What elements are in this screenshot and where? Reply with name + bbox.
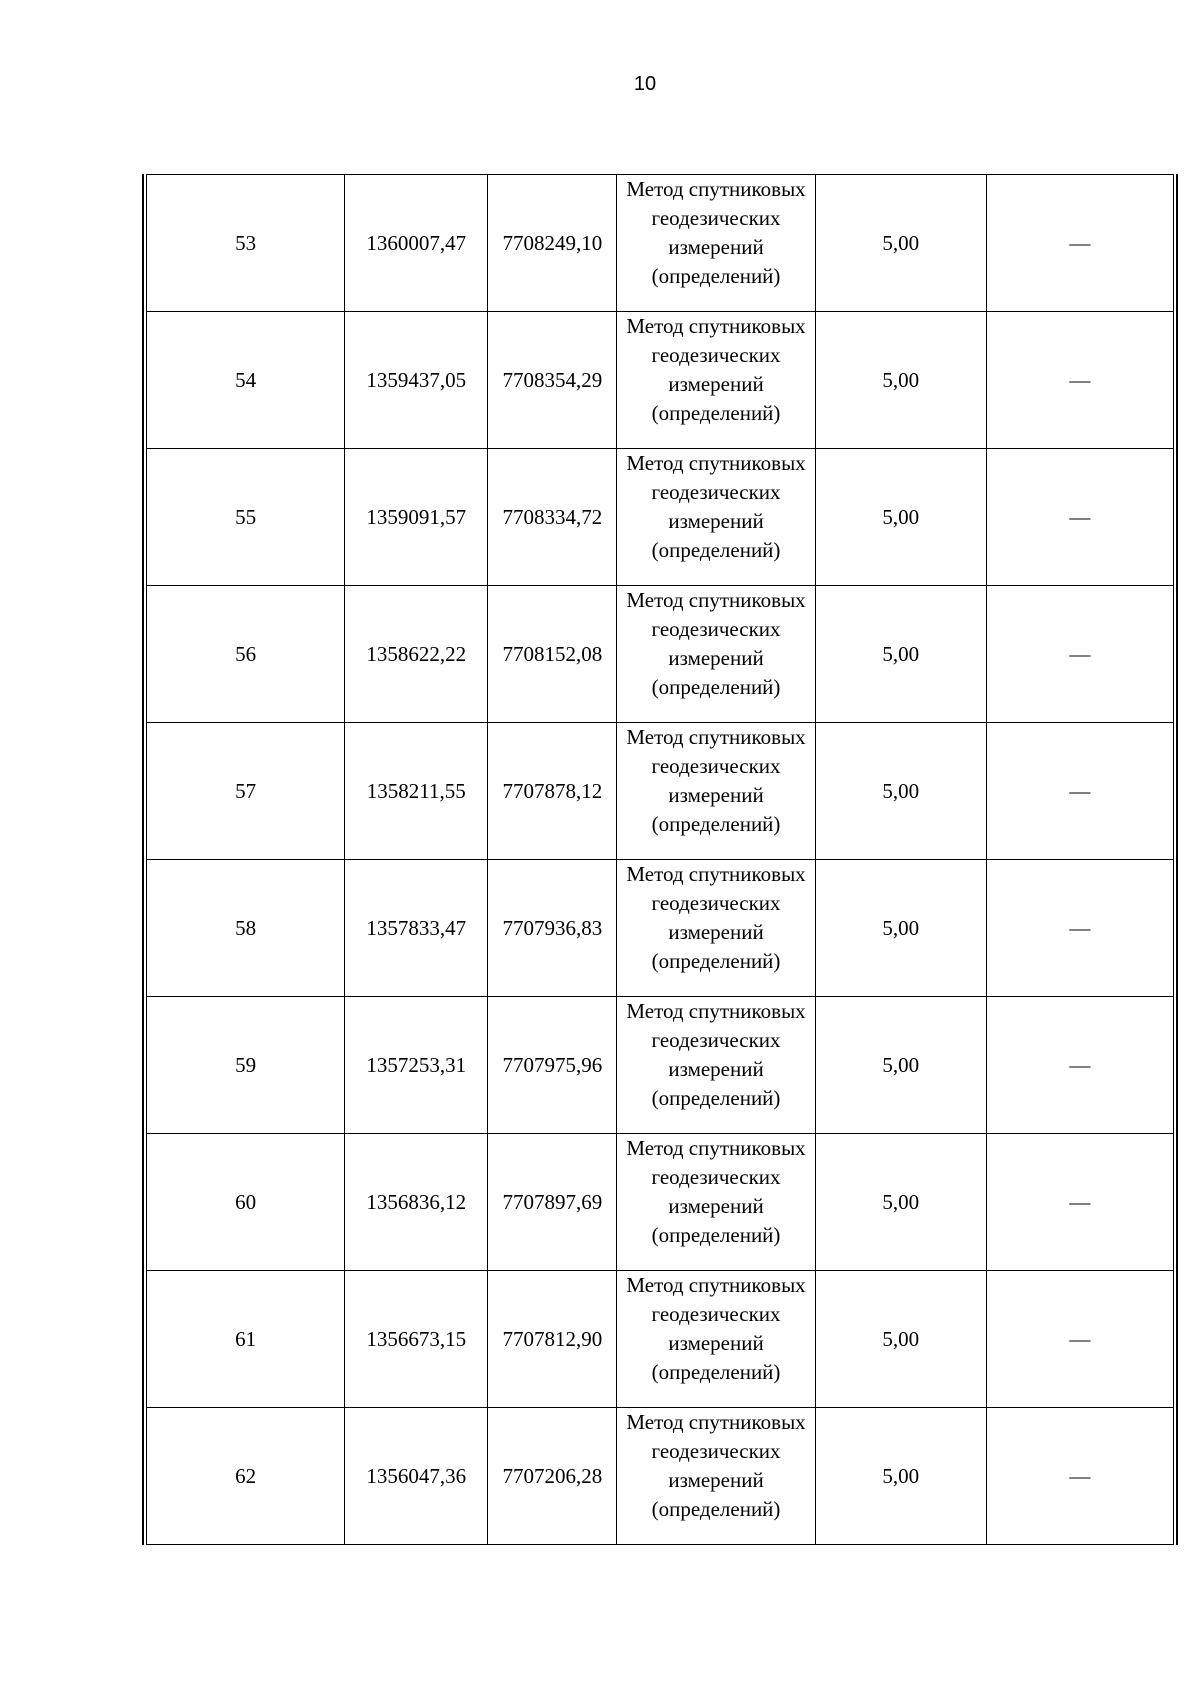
note-cell: —	[986, 1408, 1173, 1545]
method-text-line: геодезических	[651, 754, 781, 778]
accuracy-cell: 5,00	[815, 1134, 986, 1271]
method-text-line: измерений	[668, 646, 764, 670]
method-text-line: геодезических	[651, 480, 781, 504]
x-coordinate-cell: 1357253,31	[345, 997, 488, 1134]
method-text-line: геодезических	[651, 1028, 781, 1052]
note-cell: —	[986, 586, 1173, 723]
method-text-line: измерений	[668, 1468, 764, 1492]
point-number-cell: 61	[147, 1271, 345, 1408]
y-coordinate-cell: 7707975,96	[488, 997, 617, 1134]
accuracy-cell: 5,00	[815, 1271, 986, 1408]
method-text-line: геодезических	[651, 1302, 781, 1326]
method-cell	[617, 723, 815, 860]
method-cell	[617, 860, 815, 997]
point-number-cell: 57	[147, 723, 345, 860]
accuracy-cell: 5,00	[815, 723, 986, 860]
note-cell: —	[986, 723, 1173, 860]
method-cell	[617, 1271, 815, 1408]
table-row	[147, 1271, 1174, 1408]
y-coordinate-cell: 7707936,83	[488, 860, 617, 997]
point-number-cell: 59	[147, 997, 345, 1134]
method-text-line: Метод спутниковых	[626, 177, 806, 201]
x-coordinate-cell: 1356047,36	[345, 1408, 488, 1545]
method-text-line: Метод спутниковых	[626, 451, 806, 475]
point-number-cell: 62	[147, 1408, 345, 1545]
method-text-line: Метод спутниковых	[626, 999, 806, 1023]
method-text-line: геодезических	[651, 1439, 781, 1463]
x-coordinate-cell: 1359091,57	[345, 449, 488, 586]
method-text-line: измерений	[668, 372, 764, 396]
accuracy-cell: 5,00	[815, 860, 986, 997]
table-row	[147, 175, 1174, 312]
method-cell	[617, 997, 815, 1134]
method-text-line: измерений	[668, 1194, 764, 1218]
table-row	[147, 860, 1174, 997]
accuracy-cell: 5,00	[815, 449, 986, 586]
point-number-cell: 58	[147, 860, 345, 997]
x-coordinate-cell: 1356673,15	[345, 1271, 488, 1408]
method-text-line: геодезических	[651, 891, 781, 915]
table-row	[147, 1408, 1174, 1545]
y-coordinate-cell: 7707812,90	[488, 1271, 617, 1408]
accuracy-cell: 5,00	[815, 997, 986, 1134]
table-row	[147, 997, 1174, 1134]
x-coordinate-cell: 1358211,55	[345, 723, 488, 860]
note-cell: —	[986, 997, 1173, 1134]
method-text-line: геодезических	[651, 343, 781, 367]
method-cell	[617, 312, 815, 449]
method-cell	[617, 449, 815, 586]
coordinates-table	[146, 174, 1174, 1545]
note-cell: —	[986, 175, 1173, 312]
method-text-line: Метод спутниковых	[626, 1273, 806, 1297]
y-coordinate-cell: 7707206,28	[488, 1408, 617, 1545]
coordinates-table-frame	[142, 174, 1178, 1545]
point-number-cell: 53	[147, 175, 345, 312]
page-number: 10	[633, 73, 657, 95]
method-text-line: Метод спутниковых	[626, 725, 806, 749]
x-coordinate-cell: 1358622,22	[345, 586, 488, 723]
point-number-cell: 55	[147, 449, 345, 586]
method-text-line: измерений	[668, 509, 764, 533]
method-text-line: (определений)	[651, 812, 781, 836]
method-text-line: Метод спутниковых	[626, 314, 806, 338]
method-text-line: (определений)	[651, 401, 781, 425]
y-coordinate-cell: 7707897,69	[488, 1134, 617, 1271]
method-text-line: (определений)	[651, 538, 781, 562]
point-number-cell: 56	[147, 586, 345, 723]
point-number-cell: 60	[147, 1134, 345, 1271]
accuracy-cell: 5,00	[815, 175, 986, 312]
y-coordinate-cell: 7708152,08	[488, 586, 617, 723]
accuracy-cell: 5,00	[815, 1408, 986, 1545]
method-text-line: измерений	[668, 235, 764, 259]
method-cell	[617, 175, 815, 312]
method-text-line: измерений	[668, 783, 764, 807]
x-coordinate-cell: 1357833,47	[345, 860, 488, 997]
y-coordinate-cell: 7708354,29	[488, 312, 617, 449]
method-text-line: измерений	[668, 920, 764, 944]
method-cell	[617, 1134, 815, 1271]
y-coordinate-cell: 7708249,10	[488, 175, 617, 312]
method-text-line: геодезических	[651, 617, 781, 641]
method-cell	[617, 1408, 815, 1545]
table-row	[147, 586, 1174, 723]
method-text-line: (определений)	[651, 1086, 781, 1110]
method-text-line: Метод спутниковых	[626, 1136, 806, 1160]
note-cell: —	[986, 860, 1173, 997]
x-coordinate-cell: 1356836,12	[345, 1134, 488, 1271]
table-row	[147, 449, 1174, 586]
accuracy-cell: 5,00	[815, 312, 986, 449]
y-coordinate-cell: 7708334,72	[488, 449, 617, 586]
method-text-line: Метод спутниковых	[626, 588, 806, 612]
method-text-line: (определений)	[651, 264, 781, 288]
note-cell: —	[986, 1271, 1173, 1408]
method-text-line: измерений	[668, 1331, 764, 1355]
method-text-line: Метод спутниковых	[626, 862, 806, 886]
accuracy-cell: 5,00	[815, 586, 986, 723]
method-text-line: (определений)	[651, 1223, 781, 1247]
method-text-line: геодезических	[651, 206, 781, 230]
table-row	[147, 723, 1174, 860]
method-text-line: (определений)	[651, 1497, 781, 1521]
table-row	[147, 1134, 1174, 1271]
method-cell	[617, 586, 815, 723]
note-cell: —	[986, 1134, 1173, 1271]
method-text-line: Метод спутниковых	[626, 1410, 806, 1434]
method-text-line: (определений)	[651, 949, 781, 973]
note-cell: —	[986, 312, 1173, 449]
note-cell: —	[986, 449, 1173, 586]
table-body	[147, 175, 1174, 1545]
method-text-line: геодезических	[651, 1165, 781, 1189]
method-text-line: измерений	[668, 1057, 764, 1081]
y-coordinate-cell: 7707878,12	[488, 723, 617, 860]
point-number-cell: 54	[147, 312, 345, 449]
x-coordinate-cell: 1359437,05	[345, 312, 488, 449]
method-text-line: (определений)	[651, 1360, 781, 1384]
x-coordinate-cell: 1360007,47	[345, 175, 488, 312]
method-text-line: (определений)	[651, 675, 781, 699]
table-row	[147, 312, 1174, 449]
